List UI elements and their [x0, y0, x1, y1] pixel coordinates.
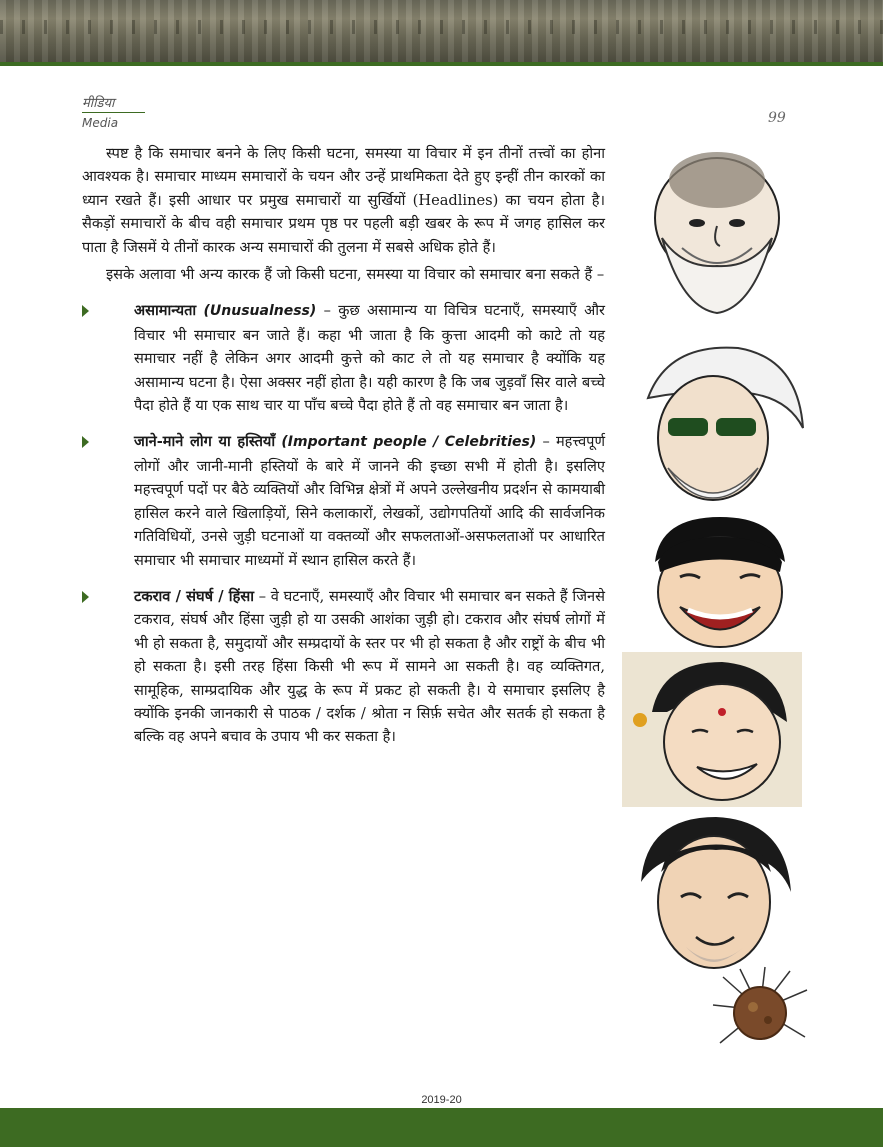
- bullet-term-english: (Important people / Celebrities): [281, 434, 537, 451]
- banner-stripe: [0, 62, 883, 66]
- bullet-arrow-icon: [82, 305, 89, 317]
- body-text-column: [82, 142, 605, 749]
- footer-bar: [0, 1108, 883, 1147]
- footer-year: 2019-20: [421, 1094, 462, 1106]
- caricature-smiling-woman: [622, 652, 802, 807]
- running-head-english: Media: [82, 116, 119, 130]
- caricature-bearded-man: [622, 148, 812, 318]
- bullet-arrow-icon: [82, 436, 89, 448]
- bullet-text: – वे घटनाएँ, समस्याएँ और विचार भी समाचार बन सकते हैं जिनसे टकराव, संघर्ष और हिंसा जुड़ी हो या उसकी आशंका जुड़ी हो। टकराव और संघर्ष लोगों में भी हो सकता है, समुदायों और सम्प्रदायों के स्तर पर भी हो सकता है और राष्ट्रों के बीच भी हो सकता है। इसी तरह हिंसा किसी भी रूप में सामने आ सकती है। वह व्यक्तिगत, सामूहिक, साम्प्रदायिक और युद्ध के रूप में प्रकट हो सकती है। ये समाचार इसलिए है क्योंकि इनकी जानकारी से पाठक / दर्शक / श्रोता न सिर्फ़ सचेत और सतर्क हो सकता है बल्कि वह अपने बचाव के उपाय भी कर सकता है।: [134, 587, 606, 746]
- top-banner: [0, 0, 883, 62]
- page-number: 99: [768, 110, 786, 126]
- bullet-unusualness: [82, 299, 605, 417]
- bullet-conflict: [82, 585, 605, 749]
- bullet-term-hindi: जाने-माने लोग या हस्तियाँ: [134, 433, 276, 451]
- bullet-term-english: (Unusualness): [203, 303, 317, 320]
- bullet-celebrities: [82, 430, 605, 571]
- bullet-text: – कुछ असामान्य या विचित्र घटनाएँ, समस्याएँ और विचार भी समाचार बन जाते हैं। कहा भी जाता है कि कुत्ता आदमी को काटे तो यह समाचार नहीं है लेकिन अगर आदमी कुत्ते को काट ले तो यह समाचार है क्योंकि यह असामान्य घटना है। ऐसा अक्सर नहीं होता है। यही कारण है कि जब जुड़वाँ सिर वाले बच्चे पैदा होते हैं या एक साथ चार या पाँच बच्चे पैदा होते हैं तो वह समाचार बन जाता है।: [134, 302, 605, 415]
- bullet-text: – महत्त्वपूर्ण लोगों और जानी-मानी हस्तियों के बारे में जानने की इच्छा सभी में होती है। इसलिए महत्त्वपूर्ण पदों पर बैठे व्यक्तियों और विभिन्न क्षेत्रों में अपने उल्लेखनीय प्रदर्शन से कामयाबी हासिल करने वाले खिलाड़ियों, सिने कलाकारों, लेखकों, उद्योगपतियों आदि की सार्वजनिक गतिविधियों, उनसे जुड़ी घटनाओं या वक्तव्यों और सफलताओं-असफलताओं पर आधारित समाचार भी समाचार माध्यमों में स्थान हासिल करते हैं।: [134, 433, 606, 569]
- bullet-arrow-icon: [82, 591, 89, 603]
- sun-with-arrows-illustration: [705, 965, 815, 1055]
- bullet-term-hindi: टकराव / संघर्ष / हिंसा: [134, 587, 254, 605]
- bullet-term-hindi: असामान्यता: [134, 302, 197, 320]
- intro-paragraph-2: इसके अलावा भी अन्य कारक हैं जो किसी घटना, समस्या या विचार को समाचार बना सकते हैं –: [106, 266, 605, 284]
- running-head-rule: [82, 112, 145, 113]
- caricature-sunglasses-man: [628, 338, 808, 513]
- running-head-hindi: मीडिया: [82, 96, 115, 111]
- intro-paragraph: स्पष्ट है कि समाचार बनने के लिए किसी घटना, समस्या या विचार में इन तीनों तत्त्वों का होना आवश्यक है। समाचार माध्यम समाचारों के चयन और उन्हें प्राथमिकता देते हुए इन्हीं तीन कारकों का ध्यान रखते हैं। इसी आधार पर प्रमुख समाचारों या सुर्खियों (Headlines) का चयन होता है। सैकड़ों समाचारों के बीच वही समाचार प्रथम पृष्ठ पर पहली बड़ी खबर के रूप में जगह हासिल कर पाता है जिसमें ये तीनों कारक अन्य समाचारों की तुलना में सबसे अधिक होते हैं।: [82, 145, 605, 256]
- caricature-smiling-man: [630, 512, 810, 652]
- caricature-tall-man: [626, 812, 801, 972]
